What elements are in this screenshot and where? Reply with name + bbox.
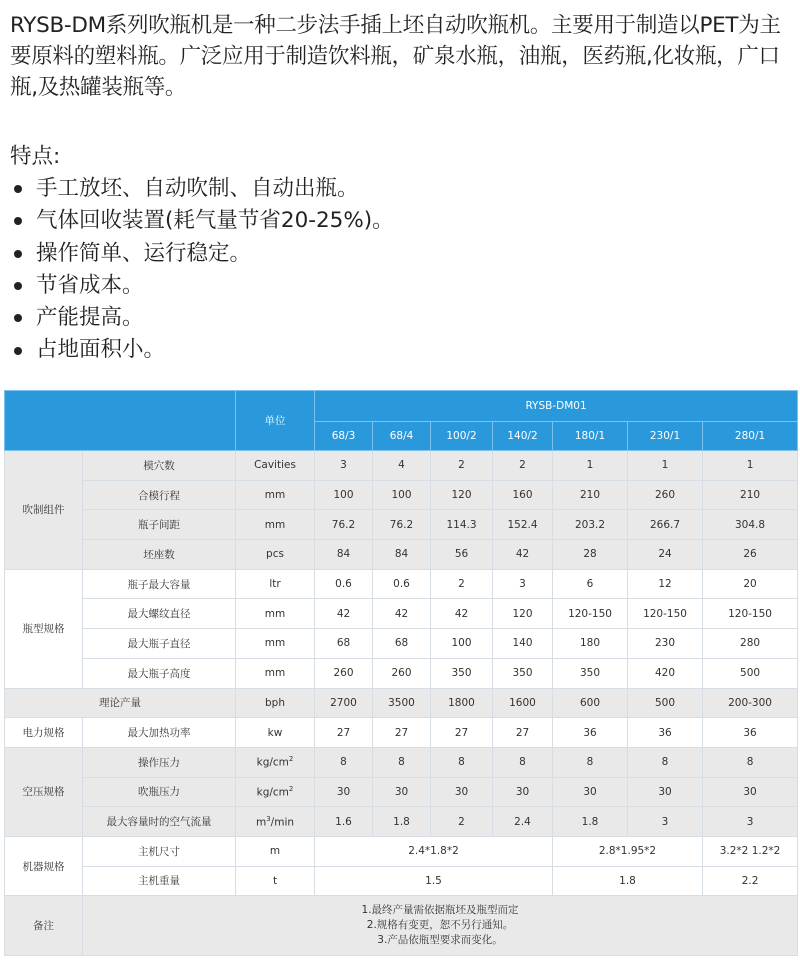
value-cell: 84 xyxy=(315,540,373,570)
value-cell: 260 xyxy=(628,480,703,510)
item-label: 最大瓶子直径 xyxy=(83,629,236,659)
unit-cell: $kg/cm^2$ xyxy=(236,777,315,807)
value-cell: 2.8*1.95*2 xyxy=(553,836,703,866)
value-cell: 8 xyxy=(431,747,493,777)
value-cell: 68 xyxy=(373,629,431,659)
value-cell: 27 xyxy=(315,718,373,748)
value-cell: 120-150 xyxy=(628,599,703,629)
table-row xyxy=(5,747,798,777)
value-cell: 8 xyxy=(553,747,628,777)
value-cell: 36 xyxy=(628,718,703,748)
table-row xyxy=(5,480,798,510)
remark-line: 1.最终产量需依据瓶坯及瓶型而定 xyxy=(361,904,519,917)
table-row xyxy=(5,777,798,807)
unit-cell: ltr xyxy=(236,569,315,599)
value-cell: 420 xyxy=(628,658,703,688)
value-cell: 2 xyxy=(431,807,493,837)
value-cell: 1600 xyxy=(493,688,553,718)
value-cell: 1.8 xyxy=(553,866,703,896)
item-label: 最大加热功率 xyxy=(83,718,236,748)
feature-item: 手工放坯、自动吹制、自动出瓶。 xyxy=(10,173,394,205)
item-label: 最大瓶子高度 xyxy=(83,658,236,688)
unit-cell: kw xyxy=(236,718,315,748)
group-label: 吹制组件 xyxy=(5,451,83,570)
unit-cell: $m^3/\min$ xyxy=(236,807,315,837)
item-label: 坯座数 xyxy=(83,540,236,570)
value-cell: 30 xyxy=(493,777,553,807)
spec-table xyxy=(4,390,798,956)
remark-line: 3.产品依瓶型要求而变化。 xyxy=(377,934,503,947)
value-cell: 30 xyxy=(703,777,798,807)
value-cell: 3 xyxy=(315,451,373,481)
group-label: 理论产量 xyxy=(5,688,236,718)
value-cell: 203.2 xyxy=(553,510,628,540)
value-cell: 210 xyxy=(553,480,628,510)
header-column: 230/1 xyxy=(628,422,703,451)
value-cell: 28 xyxy=(553,540,628,570)
value-cell: 500 xyxy=(628,688,703,718)
value-cell: 100 xyxy=(373,480,431,510)
unit-cell: Cavities xyxy=(236,451,315,481)
unit-cell: mm xyxy=(236,629,315,659)
value-cell: 8 xyxy=(493,747,553,777)
value-cell: 0.6 xyxy=(315,569,373,599)
item-label: 吹瓶压力 xyxy=(83,777,236,807)
header-column: 140/2 xyxy=(493,422,553,451)
value-cell: 3500 xyxy=(373,688,431,718)
value-cell: 30 xyxy=(553,777,628,807)
value-cell: 12 xyxy=(628,569,703,599)
table-row xyxy=(5,540,798,570)
value-cell: 100 xyxy=(431,629,493,659)
unit-cell: m xyxy=(236,836,315,866)
value-cell: 20 xyxy=(703,569,798,599)
group-label: 备注 xyxy=(5,896,83,956)
value-cell: 1800 xyxy=(431,688,493,718)
bullet-icon xyxy=(14,217,22,225)
item-label: 主机重量 xyxy=(83,866,236,896)
value-cell: 56 xyxy=(431,540,493,570)
group-label: 电力规格 xyxy=(5,718,83,748)
unit-cell: bph xyxy=(236,688,315,718)
value-cell: 160 xyxy=(493,480,553,510)
value-cell: 3.2*2 1.2*2 xyxy=(703,836,798,866)
features-list xyxy=(10,173,394,367)
item-label: 瓶子间距 xyxy=(83,510,236,540)
unit-cell: t xyxy=(236,866,315,896)
value-cell: 210 xyxy=(703,480,798,510)
header-column: 280/1 xyxy=(703,422,798,451)
feature-item: 产能提高。 xyxy=(10,302,394,334)
value-cell: 280 xyxy=(703,629,798,659)
bullet-icon xyxy=(14,250,22,258)
value-cell: 27 xyxy=(373,718,431,748)
value-cell: 1 xyxy=(553,451,628,481)
bullet-icon xyxy=(14,185,22,193)
value-cell: 27 xyxy=(493,718,553,748)
product-description: RYSB-DM系列吹瓶机是一种二步法手插上坯自动吹瓶机。主要用于制造以PET为主要原料的塑料瓶。广泛应用于制造饮料瓶，矿泉水瓶，油瓶，医药瓶,化妆瓶，广口瓶,及热罐装瓶等。 xyxy=(10,13,781,100)
table-row xyxy=(5,688,798,718)
bullet-icon xyxy=(14,347,22,355)
value-cell: 1 xyxy=(703,451,798,481)
table-row xyxy=(5,866,798,896)
value-cell: 8 xyxy=(315,747,373,777)
value-cell: 2.4*1.8*2 xyxy=(315,836,553,866)
group-label: 机器规格 xyxy=(5,836,83,895)
value-cell: 4 xyxy=(373,451,431,481)
unit-cell: pcs xyxy=(236,540,315,570)
value-cell: 42 xyxy=(431,599,493,629)
value-cell: 260 xyxy=(315,658,373,688)
table-row xyxy=(5,599,798,629)
value-cell: 120 xyxy=(493,599,553,629)
header-column: 68/4 xyxy=(373,422,431,451)
value-cell: 1.6 xyxy=(315,807,373,837)
value-cell: 1 xyxy=(628,451,703,481)
value-cell: 500 xyxy=(703,658,798,688)
value-cell: 30 xyxy=(431,777,493,807)
item-label: 模穴数 xyxy=(83,451,236,481)
value-cell: 114.3 xyxy=(431,510,493,540)
value-cell: 36 xyxy=(703,718,798,748)
group-label: 空压规格 xyxy=(5,747,83,836)
header-corner xyxy=(5,391,236,451)
value-cell: 2.4 xyxy=(493,807,553,837)
header-column: 68/3 xyxy=(315,422,373,451)
value-cell: 266.7 xyxy=(628,510,703,540)
item-label: 操作压力 xyxy=(83,747,236,777)
item-label: 合模行程 xyxy=(83,480,236,510)
value-cell: 76.2 xyxy=(315,510,373,540)
value-cell: 100 xyxy=(315,480,373,510)
value-cell: 1.8 xyxy=(553,807,628,837)
value-cell: 3 xyxy=(703,807,798,837)
value-cell: 200-300 xyxy=(703,688,798,718)
unit-cell: mm xyxy=(236,510,315,540)
value-cell: 120-150 xyxy=(553,599,628,629)
table-row xyxy=(5,718,798,748)
header-unit: 单位 xyxy=(236,391,315,451)
value-cell: 8 xyxy=(628,747,703,777)
unit-cell: $kg/cm^2$ xyxy=(236,747,315,777)
header-column: 100/2 xyxy=(431,422,493,451)
value-cell: 260 xyxy=(373,658,431,688)
value-cell: 1.5 xyxy=(315,866,553,896)
value-cell: 8 xyxy=(703,747,798,777)
value-cell: 180 xyxy=(553,629,628,659)
header-model: RYSB-DM01 xyxy=(315,391,798,422)
item-label: 最大螺纹直径 xyxy=(83,599,236,629)
value-cell: 0.6 xyxy=(373,569,431,599)
remark-line: 2.规格有变更，恕不另行通知。 xyxy=(366,919,514,932)
value-cell: 350 xyxy=(493,658,553,688)
value-cell: 350 xyxy=(553,658,628,688)
value-cell: 42 xyxy=(315,599,373,629)
table-row xyxy=(5,807,798,837)
feature-item: 操作简单、运行稳定。 xyxy=(10,238,394,270)
value-cell: 1.8 xyxy=(373,807,431,837)
value-cell: 76.2 xyxy=(373,510,431,540)
value-cell: 350 xyxy=(431,658,493,688)
value-cell: 30 xyxy=(628,777,703,807)
value-cell: 120-150 xyxy=(703,599,798,629)
value-cell: 30 xyxy=(373,777,431,807)
value-cell: 600 xyxy=(553,688,628,718)
table-row xyxy=(5,569,798,599)
table-row xyxy=(5,629,798,659)
value-cell: 8 xyxy=(373,747,431,777)
bullet-icon xyxy=(14,282,22,290)
value-cell: 152.4 xyxy=(493,510,553,540)
value-cell: 84 xyxy=(373,540,431,570)
value-cell: 24 xyxy=(628,540,703,570)
value-cell: 42 xyxy=(493,540,553,570)
feature-item: 占地面积小。 xyxy=(10,334,394,366)
table-row xyxy=(5,896,798,956)
group-label: 瓶型规格 xyxy=(5,569,83,688)
value-cell: 42 xyxy=(373,599,431,629)
value-cell: 2700 xyxy=(315,688,373,718)
value-cell: 140 xyxy=(493,629,553,659)
remarks-cell xyxy=(83,896,798,956)
bullet-icon xyxy=(14,314,22,322)
item-label: 瓶子最大容量 xyxy=(83,569,236,599)
value-cell: 2 xyxy=(431,569,493,599)
value-cell: 68 xyxy=(315,629,373,659)
value-cell: 230 xyxy=(628,629,703,659)
feature-item: 节省成本。 xyxy=(10,270,394,302)
header-column: 180/1 xyxy=(553,422,628,451)
table-row xyxy=(5,451,798,481)
item-label: 最大容量时的空气流量 xyxy=(83,807,236,837)
table-row xyxy=(5,658,798,688)
table-row xyxy=(5,836,798,866)
feature-item: 气体回收装置(耗气量节省20-25%)。 xyxy=(10,205,394,237)
value-cell: 2 xyxy=(431,451,493,481)
value-cell: 26 xyxy=(703,540,798,570)
value-cell: 6 xyxy=(553,569,628,599)
value-cell: 3 xyxy=(493,569,553,599)
value-cell: 36 xyxy=(553,718,628,748)
value-cell: 30 xyxy=(315,777,373,807)
table-row xyxy=(5,510,798,540)
value-cell: 2.2 xyxy=(703,866,798,896)
value-cell: 2 xyxy=(493,451,553,481)
value-cell: 120 xyxy=(431,480,493,510)
unit-cell: mm xyxy=(236,658,315,688)
value-cell: 3 xyxy=(628,807,703,837)
unit-cell: mm xyxy=(236,599,315,629)
item-label: 主机尺寸 xyxy=(83,836,236,866)
value-cell: 304.8 xyxy=(703,510,798,540)
value-cell: 27 xyxy=(431,718,493,748)
features-title: 特点: xyxy=(10,144,61,169)
unit-cell: mm xyxy=(236,480,315,510)
